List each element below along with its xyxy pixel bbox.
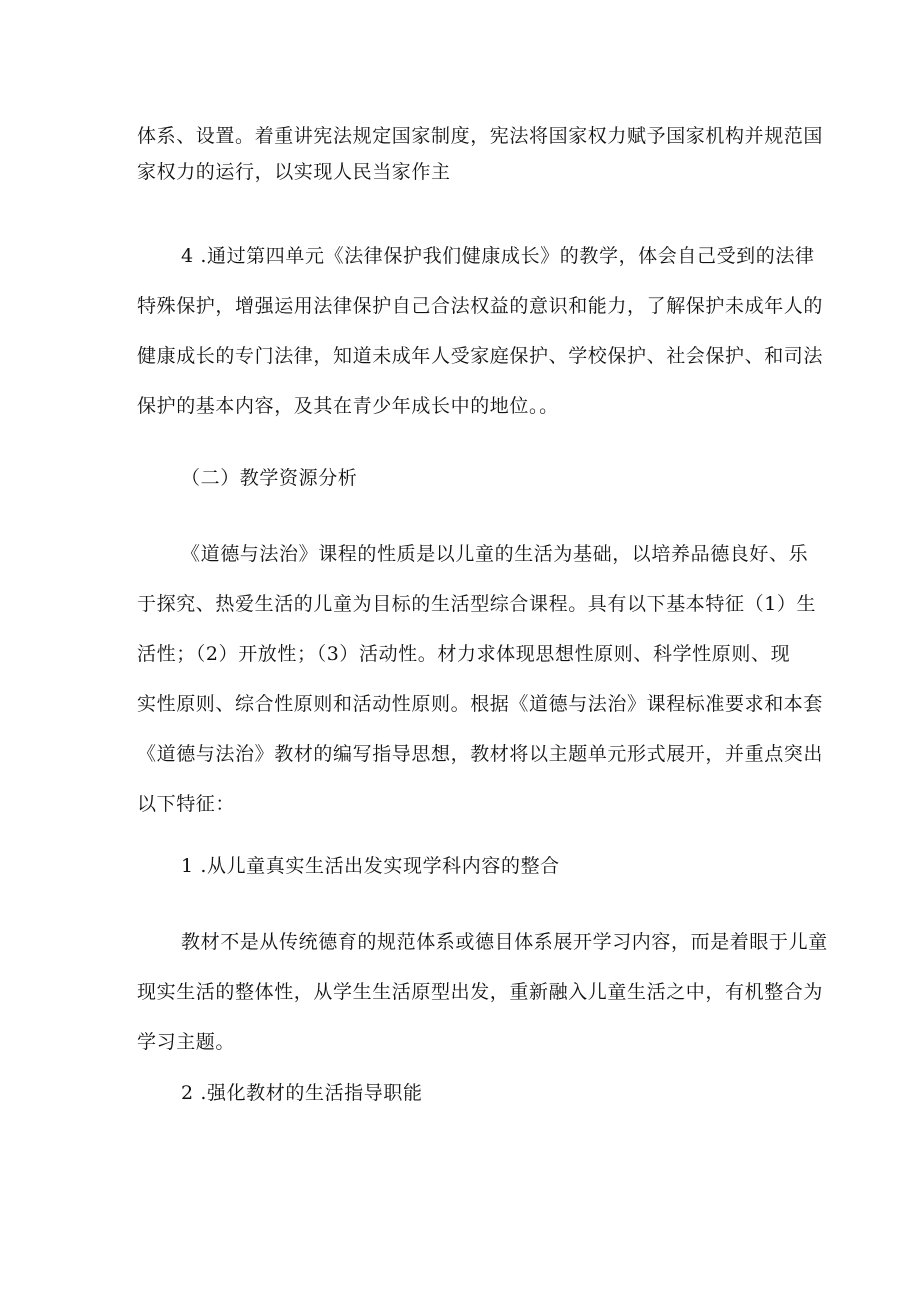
paragraph-course-nature	[137, 536, 824, 822]
text-line: 学习主题。	[137, 1031, 236, 1053]
text-line: 《道德与法治》教材的编写指导思想，教材将以主题单元形式展开，并重点突出	[137, 743, 824, 765]
text-line: 保护的基本内容，及其在青少年成长中的地位。。	[137, 395, 559, 417]
text-line: 健康成长的专门法律，知道未成年人受家庭保护、学校保护、社会保护、和司法	[137, 345, 824, 367]
text-line: 实性原则、综合性原则和活动性原则。根据《道德与法治》课程标准要求和本套	[137, 693, 824, 715]
text-line: 体系、设置。着重讲宪法规定国家制度，宪法将国家权力赋予国家机构并规范国	[137, 125, 824, 147]
paragraph-item1	[137, 924, 828, 1060]
item1-heading: 1 .从儿童真实生活出发实现学科内容的整合	[181, 855, 560, 877]
section-heading: （二）教学资源分析	[181, 467, 358, 489]
text-line: 现实生活的整体性，从学生生活原型出发，重新融入儿童生活之中，有机整合为	[137, 981, 824, 1003]
text-line: 以下特征：	[137, 793, 236, 815]
item2-heading: 2 .强化教材的生活指导职能	[181, 1082, 423, 1104]
text-line: 活性；（2）开放性；（3）活动性。材力求体现思想性原则、科学性原则、现	[137, 643, 791, 665]
text-line: 特殊保护，增强运用法律保护自己合法权益的意识和能力，了解保护未成年人的	[137, 295, 824, 317]
text-line: 《道德与法治》课程的性质是以儿童的生活为基础，以培养品德良好、乐	[181, 543, 809, 565]
text-line: 教材不是从传统德育的规范体系或德目体系展开学习内容，而是着眼于儿童	[181, 931, 828, 953]
text-line: 4 .通过第四单元《法律保护我们健康成长》的教学，体会自己受到的法律	[181, 245, 815, 267]
paragraph-constitution	[137, 118, 824, 190]
paragraph-unit4	[137, 238, 824, 424]
text-line: 家权力的运行，以实现人民当家作主	[137, 161, 451, 183]
text-line: 于探究、热爱生活的儿童为目标的生活型综合课程。具有以下基本特征（1）生	[137, 593, 817, 615]
